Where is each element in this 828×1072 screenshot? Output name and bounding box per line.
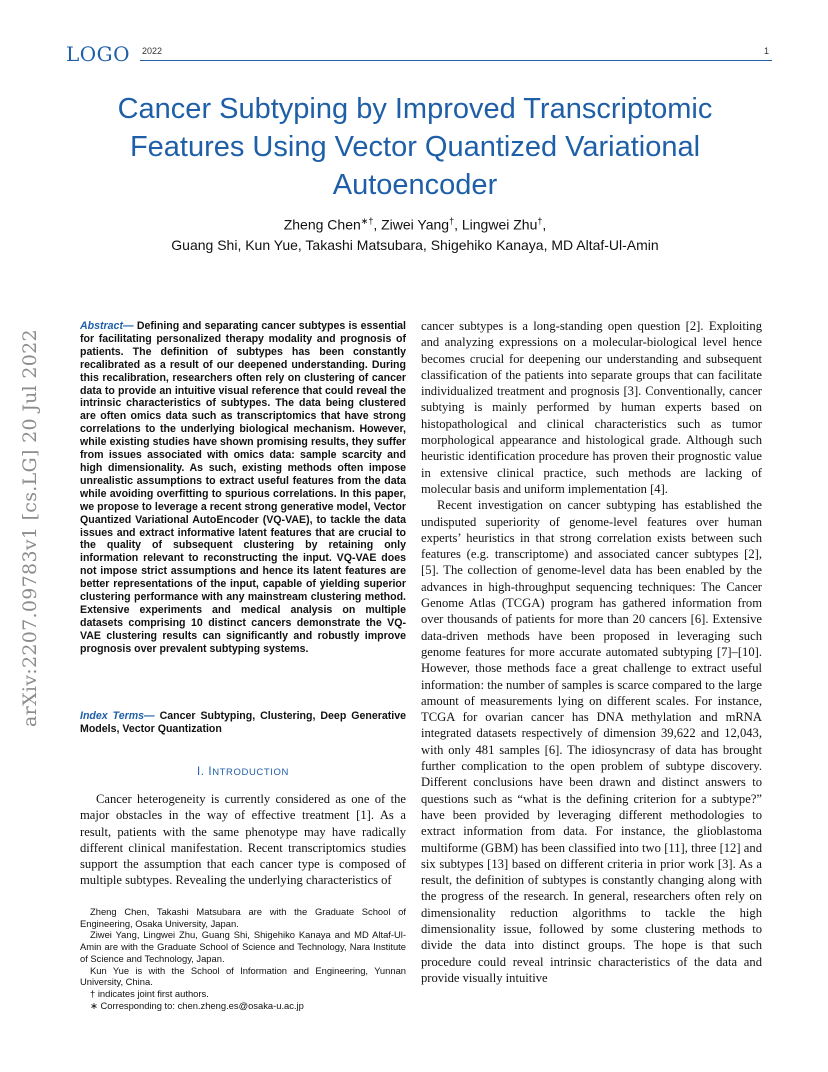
body-paragraph: Recent investigation on cancer subtyping has established the undisputed superiority of genome-level features over human experts’ heuristics in that strong correlation exists between such features (e.g. transcriptome) and associated cancer subtypes [2], [5]. The collection of genome-level data has been enabled by the advances in high-throughput sequencing techniques: The Cancer Genome Atlas (TCGA) program has gathered information from over thousands of patients for more than 20 cancers [6]. Extensive data-driven methods have been proposed in leveraging such genome features for more accurate automated subtyping [7]–[10]. However, those methods face a great challenge to extract useful information: the number of samples is scarce compared to the large amount of measurements lying on different scales. For instance, TCGA for ovarian cancer has DNA methylation and mRNA integrated datasets respectively of dimension 39,622 and 12,043, with only 481 samples [6]. The idiosyncrasy of data has brought further complication to the open problem of subtype discovery. Different conclusions have been drawn and distinct answers to questions such as “what is the defining criterion for a subtype?” have been provided by leveraging different methodologies to extract information from data. For instance, the glioblastoma multiforme (GBM) has been classified into two [11], three [12] and six subtypes [13] based on different criteria in prior work [3]. As a result, the definition of subtypes is constantly changing along with the progress of the research. In general, researchers often rely on dimensionality reduction algorithms to tackle the high dimensionality issue, followed by some clustering methods to divide the data into distinct groups. The hope is that such procedure could reveal intrinsic characteristics of the data and provide visually intuitive xyxy=(421,498,762,985)
author-mark: ∗† xyxy=(360,216,374,226)
arxiv-stamp-text: arXiv:2207.09783v1 [cs.LG] 20 Jul 2022 xyxy=(19,329,41,727)
section-heading-introduction xyxy=(80,766,406,778)
intro-body xyxy=(80,791,406,889)
paper-title: Cancer Subtyping by Improved Transcriptomic Features Using Vector Quantized Variational Autoencoder xyxy=(117,93,713,201)
author-line-1: Zheng Chen∗†, Ziwei Yang†, Lingwei Zhu†, xyxy=(283,216,547,233)
header-rule xyxy=(140,60,772,61)
footnote: ∗ Corresponding to: chen.zheng.es@osaka-u.ac.jp xyxy=(90,999,304,1011)
footnote: † indicates joint first authors. xyxy=(90,987,209,999)
index-terms-text: Cancer Subtyping, Clustering, Deep Generative Models, Vector Quantization xyxy=(80,710,407,735)
arxiv-stamp xyxy=(18,296,42,760)
abstract xyxy=(80,320,406,656)
footnotes xyxy=(80,906,406,1011)
author-name: Ziwei Yang xyxy=(381,216,450,233)
section-first-letter: I xyxy=(208,766,213,778)
index-terms xyxy=(80,710,406,736)
page-number: 1 xyxy=(764,46,770,56)
author-name: Lingwei Zhu xyxy=(461,216,538,233)
author-mark: † xyxy=(449,216,455,226)
section-number: I. xyxy=(197,766,209,778)
index-terms-label: Index Terms— xyxy=(80,710,155,722)
author-list xyxy=(60,211,770,255)
body-paragraph: cancer subtypes is a long-standing open question [2]. Exploiting and analyzing expressions on a molecular-biological level hence becomes crucial for deepening our understanding and subsequent classification of the patients into separate groups that can facilitate individualized treatment and prognosis [3]. Conventionally, cancer subtying is mainly performed by human experts based on histopathological and clinical characteristics such as tumor morphological appearance and histological grade. Although such heuristic identification procedure has proven their prognostic value in extensive clinical practice, such methods are lacking of molecular basis and uniform implementation [4]. xyxy=(421,319,762,496)
section-title-rest: NTRODUCTION xyxy=(212,767,289,778)
abstract-label: Abstract— xyxy=(80,320,134,332)
abstract-text: Defining and separating cancer subtypes is essential for facilitating personalized therapy modality and prognosis of patients. The definition of subtypes has been constantly recalibrated as a result of our deepened understanding. During this recalibration, researchers often rely on clustering of cancer data to provide an intuitive visual reference that could reveal the intrinsic characteristics of subtypes. The data being clustered are often omics data such as transcriptomics that have strong correlations to the underlying biological mechanism. However, while existing studies have shown promising results, they suffer from issues associated with omics data: sample scarcity and high dimensionality. As such, existing methods often impose unrealistic assumptions to extract useful features from the data while avoiding overfitting to spurious correlations. In this paper, we propose to leverage a recent strong generative model, Vector Quantized Variational AutoEncoder (VQ-VAE), to tackle the data issues and extract informative latent features that are crucial to the quality of subsequent clustering by retaining only information relevant to reconstructing the input. VQ-VAE does not impose strict assumptions and hence its latent features are better representations of the input, capable of yielding superior clustering performance with any mainstream clustering method. Extensive experiments and medical analysis on multiple datasets comprising 10 distinct cancers demonstrate the VQ-VAE clustering results can significantly and robustly improve prognosis over prevalent subtyping systems. xyxy=(80,320,406,655)
footnote: Zheng Chen, Takashi Matsubara are with the Graduate School of Engineering, Osaka University, Japan. xyxy=(80,906,406,929)
author-mark: † xyxy=(537,216,543,226)
journal-logo: LOGO xyxy=(66,42,131,66)
author-line-2: Guang Shi, Kun Yue, Takashi Matsubara, Shigehiko Kanaya, MD Altaf-Ul-Amin xyxy=(171,236,659,253)
right-column-body xyxy=(421,318,762,986)
author-name: Zheng Chen xyxy=(283,216,361,233)
footnote: Ziwei Yang, Lingwei Zhu, Guang Shi, Shigehiko Kanaya and MD Altaf-Ul-Amin are with the Graduate School of Science and Technology, Nara Institute of Science and Technology, Japan. xyxy=(80,929,406,964)
body-paragraph: Cancer heterogeneity is currently considered as one of the major obstacles in the way of effective treatment [1]. As a result, patients with the same phenotype may have radically different clinical manifestation. Recent transcriptomics studies support the assumption that each cancer type is composed of multiple subtypes. Revealing the underlying characteristics of xyxy=(80,792,406,888)
header-year: 2022 xyxy=(142,46,163,56)
footnote: Kun Yue is with the School of Information and Engineering, Yunnan University, China. xyxy=(80,964,406,988)
